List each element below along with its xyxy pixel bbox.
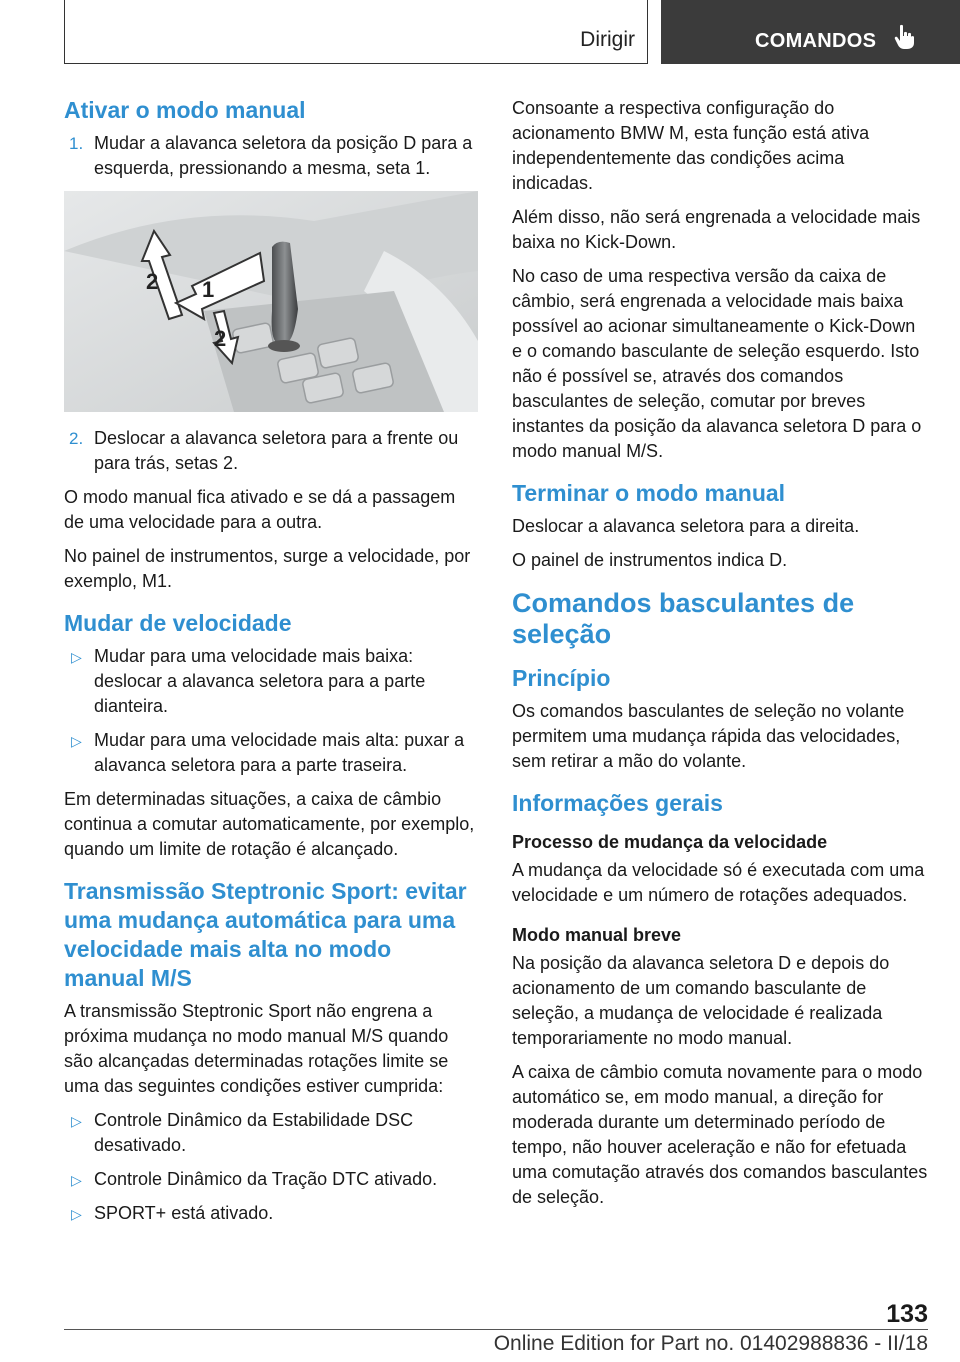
bullet-text: Mudar para uma velocidade mais baixa: deslocar a alavanca seletora para a parte dianteira.: [94, 646, 426, 716]
bullet-text: Controle Dinâmico da Estabilidade DSC desativado.: [94, 1110, 414, 1155]
paragraph: A transmissão Steptronic Sport não engrena a próxima mudança no modo manual M/S quando são alcançadas determinadas rotações limite se uma das seguintes condições estiver cumprida:: [64, 1001, 449, 1096]
paragraph: Na posição da alavanca seletora D e depois do acionamento de um comando basculante de seleção, a mudança de velocidade é realizada temporariamente no modo manual.: [512, 953, 890, 1048]
right-column: [512, 96, 928, 1219]
paragraph: Os comandos basculantes de seleção no volante permitem uma mudança rápida das velocidades, sem retirar a mão do volante.: [512, 701, 905, 771]
heading-processo-mudanca: Processo de mudança da velocidade: [512, 832, 828, 852]
header-section-title: Dirigir: [580, 28, 635, 51]
paragraph: A caixa de câmbio comuta novamente para o modo automático se, em modo manual, a direção for moderada durante um determinado período de tempo, não houver aceleração e não for efetuada uma comutação através dos comandos basculantes de seleção.: [512, 1062, 928, 1207]
step-number: 1.: [69, 134, 84, 153]
paragraph: O painel de instrumentos indica D.: [512, 550, 788, 570]
arrow-label-2-lower: 2: [214, 326, 227, 351]
hand-pointer-icon: [894, 24, 916, 55]
bullet-item: [64, 728, 478, 778]
triangle-bullet-icon: ▷: [71, 1113, 82, 1129]
paragraph: No caso de uma respectiva versão da caixa de câmbio, será engrenada a velocidade mais baixa possível ao acionar simultaneamente o Kick-Down e o comando basculante de seleção esquerdo. Isto não é possível se, através dos comandos basculantes de seleção, comutar por breves instantes da posição da alavanca seletora D para o modo manual M/S.: [512, 266, 922, 461]
page-number: 133: [886, 1300, 928, 1328]
step-2: [64, 426, 478, 476]
bullet-item: [64, 1108, 478, 1158]
step-1: [64, 131, 478, 181]
heading-steptronic: Transmissão Steptronic Sport: evitar uma mudança automática para uma velocidade mais alta no modo manual M/S: [64, 878, 467, 991]
triangle-bullet-icon: ▷: [71, 649, 82, 665]
bullet-item: [64, 1201, 478, 1226]
gear-selector-drawing: [64, 191, 478, 412]
paragraph: O modo manual fica ativado e se dá a passagem de uma velocidade para a outra.: [64, 487, 456, 532]
step-number: 2.: [69, 429, 84, 448]
heading-informacoes-gerais: Informações gerais: [512, 790, 723, 816]
paragraph: Deslocar a alavanca seletora para a direita.: [512, 516, 860, 536]
footer-divider: [64, 1329, 928, 1330]
left-column: [64, 96, 478, 1235]
paragraph: Além disso, não será engrenada a velocidade mais baixa no Kick-Down.: [512, 207, 921, 252]
heading-principio: Princípio: [512, 665, 611, 691]
bullet-item: [64, 1167, 478, 1192]
bullet-text: SPORT+ está ativado.: [94, 1203, 274, 1223]
heading-comandos-basculantes: Comandos basculantes de seleção: [512, 588, 855, 649]
heading-terminar-modo-manual: Terminar o modo manual: [512, 480, 786, 506]
triangle-bullet-icon: ▷: [71, 733, 82, 749]
arrow-label-1: 1: [202, 277, 215, 302]
header-chapter-tab: [661, 0, 960, 64]
bullet-text: Controle Dinâmico da Tração DTC ativado.: [94, 1169, 438, 1189]
paragraph: No painel de instrumentos, surge a velocidade, por exemplo, M1.: [64, 546, 471, 591]
paragraph: Em determinadas situações, a caixa de câmbio continua a comutar automaticamente, por exemplo, quando um limite de rotação é alcançado.: [64, 789, 475, 859]
step-text: Mudar a alavanca seletora da posição D para a esquerda, pressionando a mesma, seta 1.: [94, 133, 473, 178]
step-text: Deslocar a alavanca seletora para a frente ou para trás, setas 2.: [94, 428, 459, 473]
heading-mudar-velocidade: Mudar de velocidade: [64, 610, 292, 636]
header-section-box: [64, 0, 648, 64]
heading-modo-manual-breve: Modo manual breve: [512, 925, 682, 945]
header-chapter-title: COMANDOS: [755, 30, 877, 52]
footer-edition: Online Edition for Part no. 01402988836 - II/18: [493, 1332, 928, 1355]
heading-ativar-modo-manual: Ativar o modo manual: [64, 97, 306, 123]
triangle-bullet-icon: ▷: [71, 1206, 82, 1222]
bullet-item: [64, 644, 478, 719]
triangle-bullet-icon: ▷: [71, 1172, 82, 1188]
paragraph: A mudança da velocidade só é executada com uma velocidade e um número de rotações adequados.: [512, 860, 925, 905]
bullet-text: Mudar para uma velocidade mais alta: puxar a alavanca seletora para a parte traseira.: [94, 730, 465, 775]
arrow-label-2-upper: 2: [146, 269, 159, 294]
gear-selector-illustration: [64, 191, 478, 412]
paragraph: Consoante a respectiva configuração do acionamento BMW M, esta função está ativa independentemente das condições acima indicadas.: [512, 98, 870, 193]
